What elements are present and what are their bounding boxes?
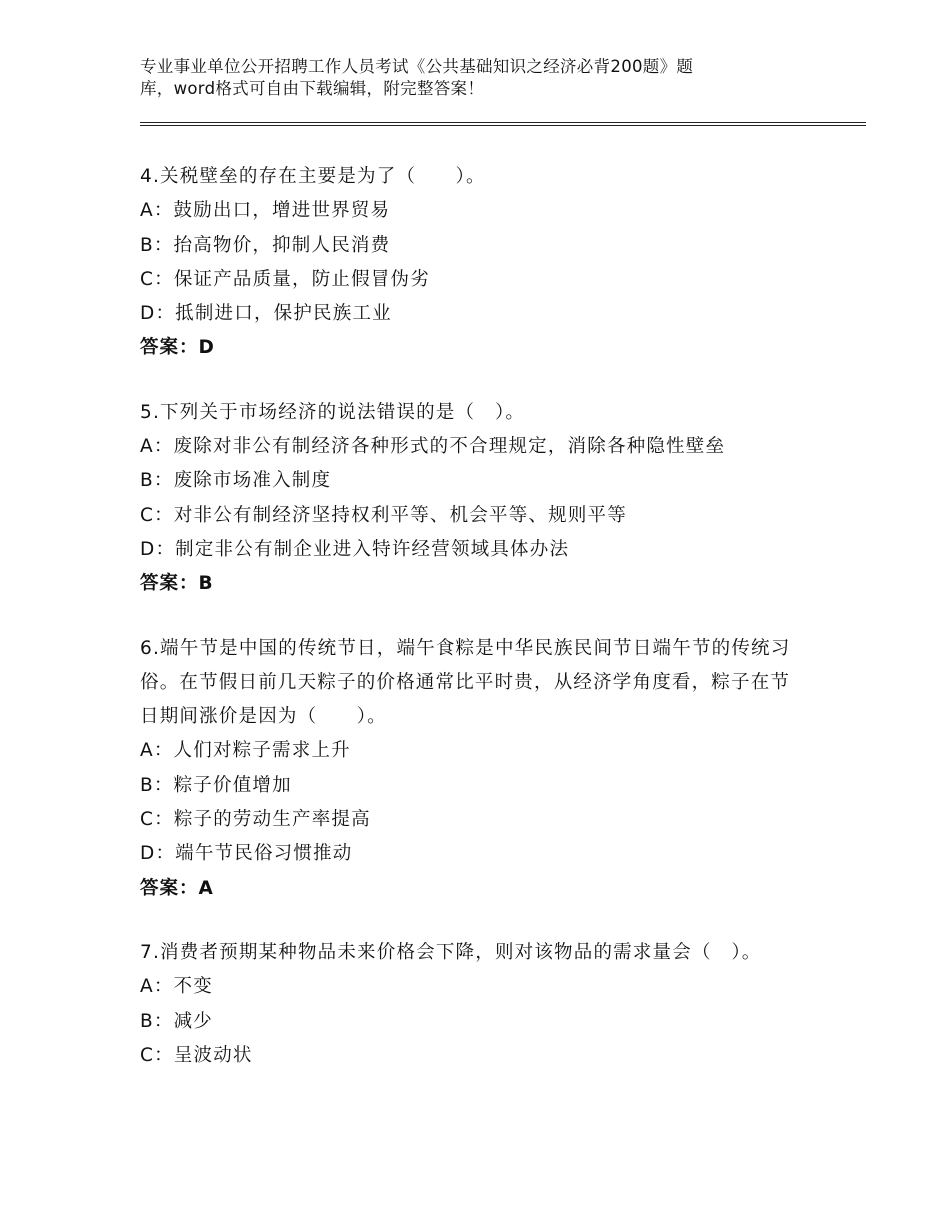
option-b: B：废除市场准入制度 [140,470,332,492]
header-line-2: 库，word格式可自由下载编辑，附完整答案！ [140,79,485,98]
question-7 [140,936,800,1073]
option-b: B：减少 [140,1010,213,1032]
header-divider-top [140,122,866,123]
option-b: B：抬高物价，抑制人民消费 [140,234,391,256]
question-stem: 6.端午节是中国的传统节日，端午食粽是中华民族民间节日端午节的传统习俗。在节假日前几天粽子的价格通常比平时贵，从经济学角度看，粽子在节日期间涨价是因为（ ）。 [140,637,791,728]
answer-label: 答案：B [140,573,214,595]
document-header [140,56,780,100]
option-c: C：保证产品质量，防止假冒伪劣 [140,268,430,290]
question-stem: 5.下列关于市场经济的说法错误的是（ ）。 [140,401,526,423]
option-a: A：人们对粽子需求上升 [140,740,351,762]
header-line-1: 专业事业单位公开招聘工作人员考试《公共基础知识之经济必背200题》题 [140,57,694,76]
option-d: D：制定非公有制企业进入特许经营领域具体办法 [140,538,570,560]
question-stem: 4.关税壁垒的存在主要是为了（ ）。 [140,166,486,187]
question-5 [140,396,800,602]
option-c: C：粽子的劳动生产率提高 [140,809,371,831]
option-d: D：抵制进口，保护民族工业 [140,303,392,325]
option-d: D：端午节民俗习惯推动 [140,843,353,865]
answer-label: 答案：A [140,877,214,899]
question-4 [140,160,800,366]
question-6 [140,632,800,906]
question-stem: 7.消费者预期某种物品未来价格会下降，则对该物品的需求量会（ ）。 [140,941,762,963]
question-list [140,160,800,1103]
answer-label: 答案：D [140,337,215,359]
option-a: A：不变 [140,976,213,998]
option-a: A：废除对非公有制经济各种形式的不合理规定，消除各种隐性壁垒 [140,436,726,458]
option-b: B：粽子价值增加 [140,774,292,796]
option-c: C：对非公有制经济坚持权利平等、机会平等、规则平等 [140,504,627,526]
header-divider-bottom [140,125,866,126]
option-c: C：呈波动状 [140,1044,253,1066]
option-a: A：鼓励出口，增进世界贸易 [140,200,391,222]
